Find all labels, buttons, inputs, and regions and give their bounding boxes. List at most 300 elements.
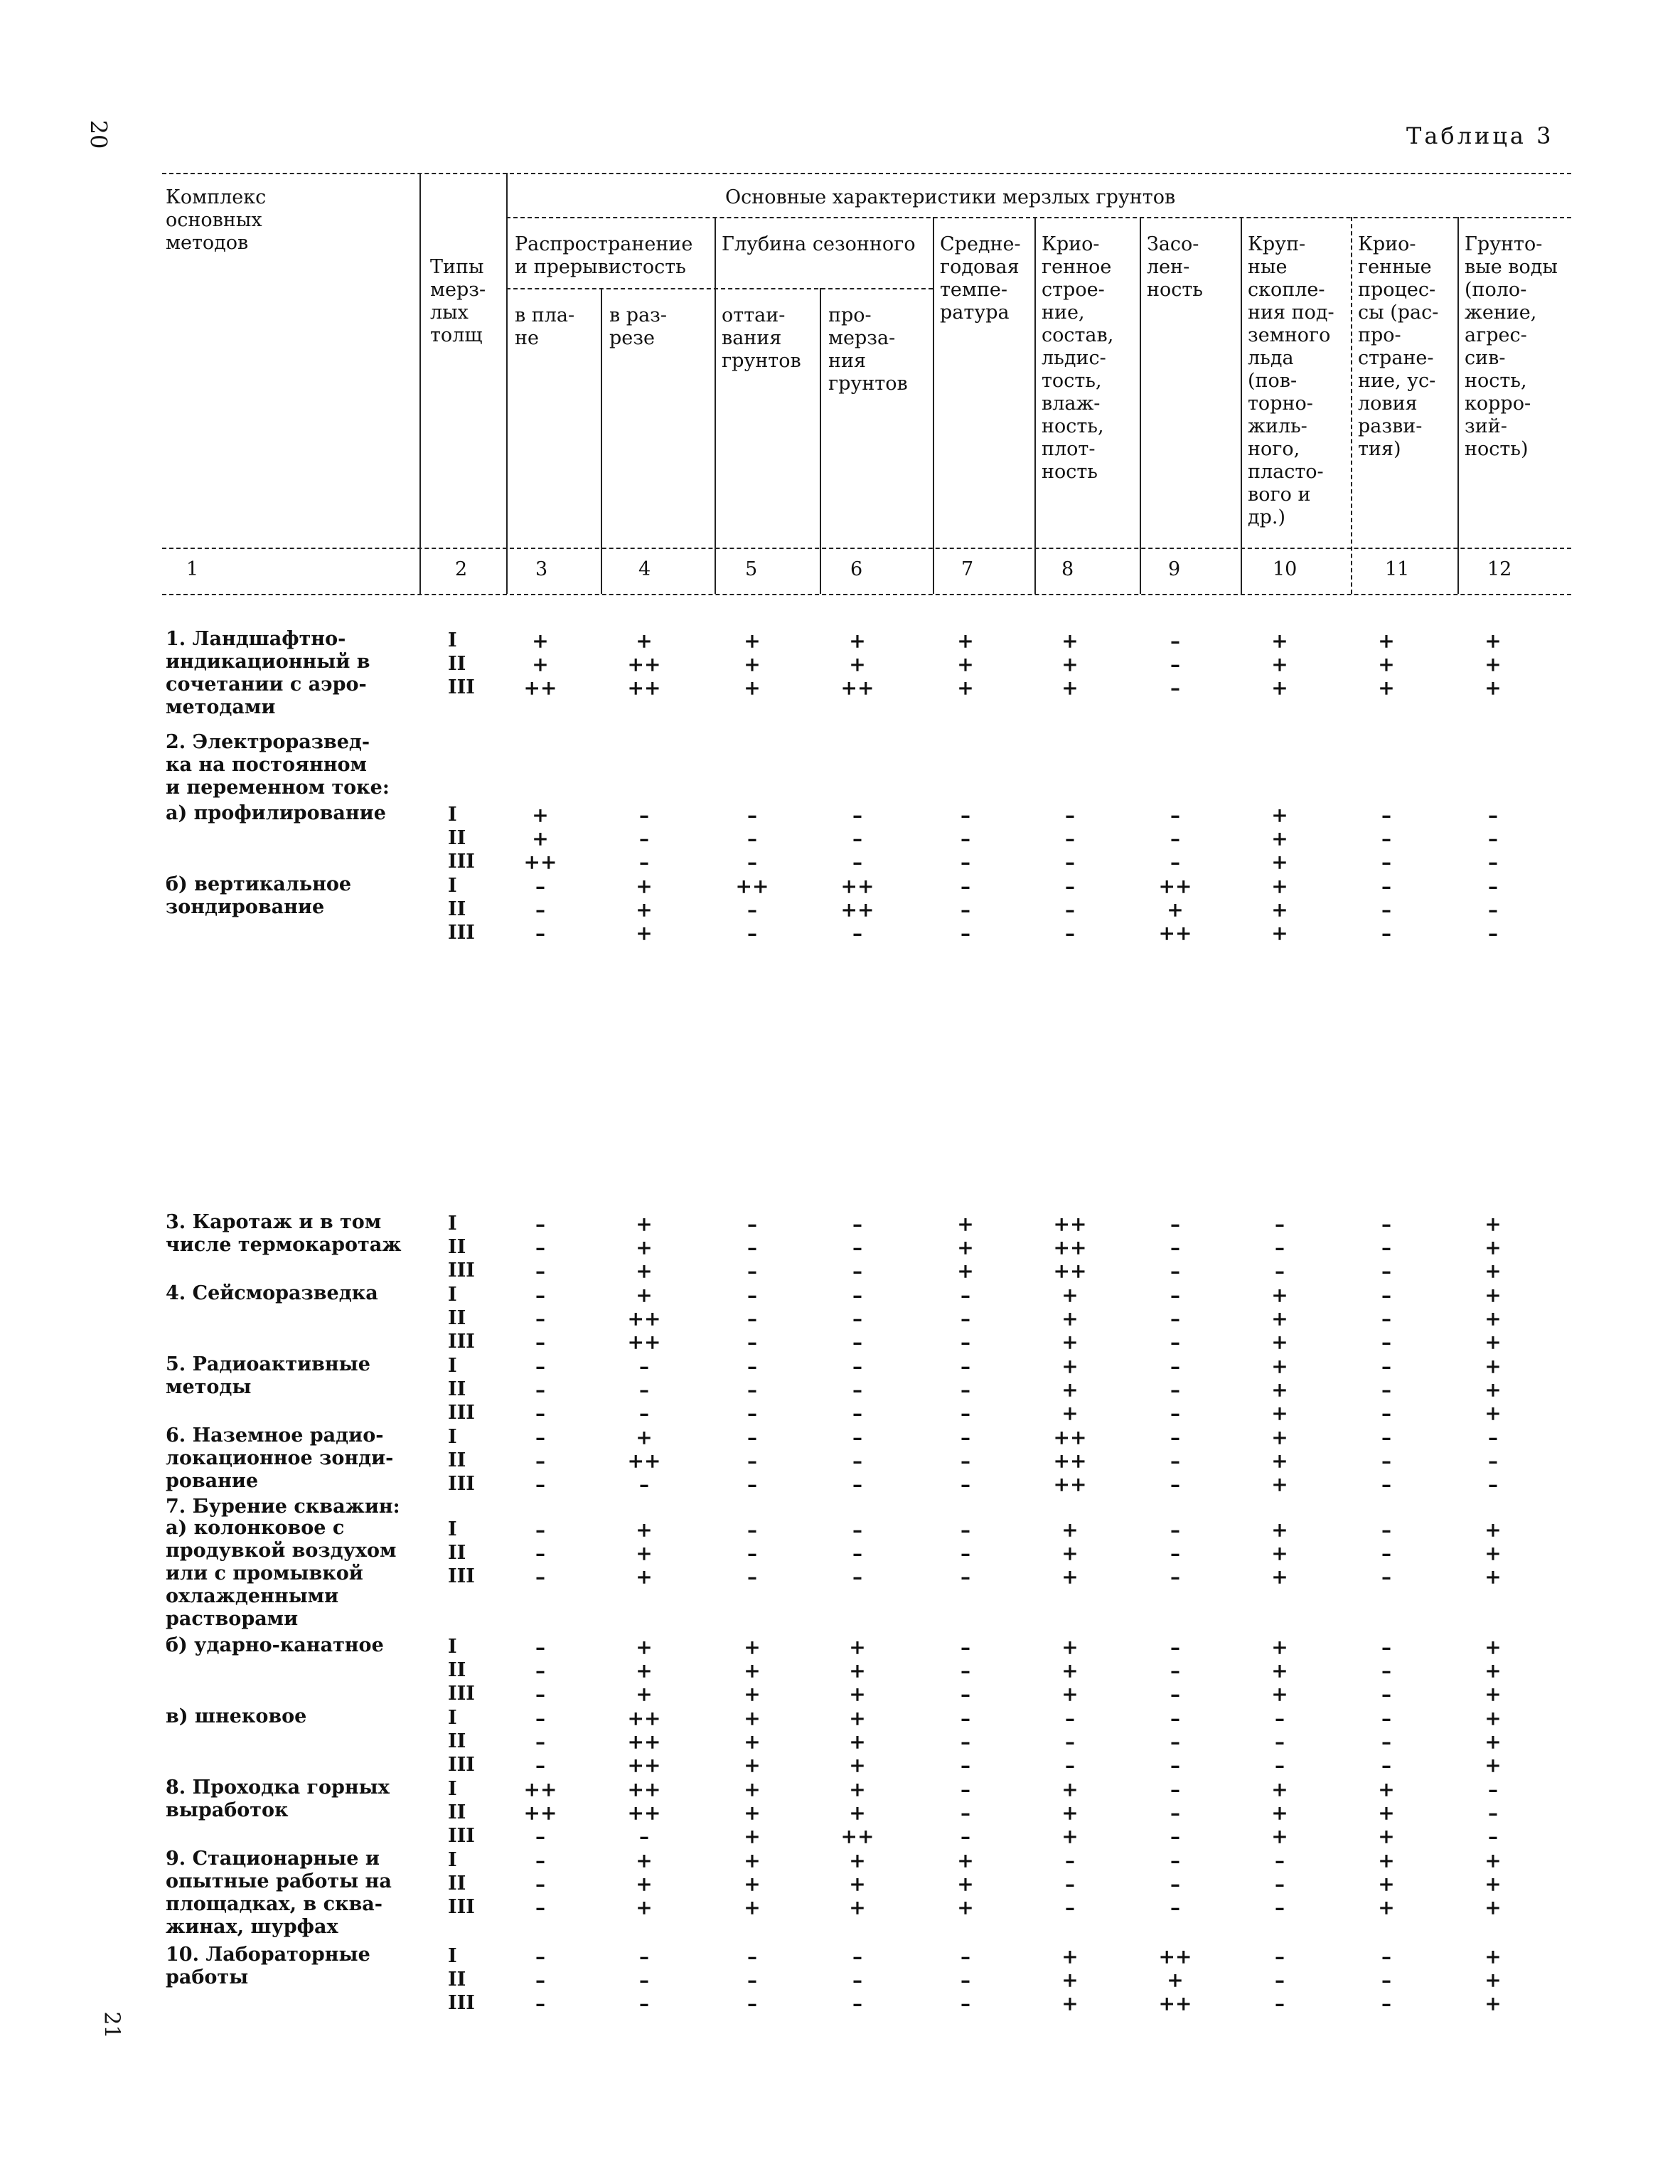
rating-cell: + [1484,1307,1502,1331]
rating-cell: + [1061,1355,1079,1378]
rating-cell: – [1381,1707,1391,1730]
rating-cell: + [1271,1825,1288,1848]
rating-cell: – [535,1213,545,1236]
rating-cell: – [1275,1213,1285,1236]
rating-cell: + [1378,1778,1395,1801]
rating-cell: + [744,653,761,676]
rating-cell: – [1381,1259,1391,1283]
rating-cell: + [849,1659,866,1683]
rating-cell: – [852,1213,862,1236]
rating-cell: – [1065,1707,1075,1730]
rating-cell: – [1381,1730,1391,1754]
rating-cell: – [1488,1825,1498,1848]
rating-cell: + [849,1754,866,1777]
vrule [820,288,821,594]
rating-cell: ++ [840,1825,874,1848]
rating-cell: – [852,1402,862,1425]
rating-cell: + [636,1683,653,1706]
rating-cell: – [961,1992,970,2015]
rating-cell: + [744,1801,761,1825]
rating-cell: – [1065,804,1075,827]
rating-cell: + [957,1873,974,1896]
rating-cell: – [1381,922,1391,945]
rating-cell: – [1170,1355,1180,1378]
rating-cell: + [744,1849,761,1873]
header-group-rule [506,217,1571,218]
rating-cell: – [1170,1636,1180,1659]
rating-cell: + [849,1683,866,1706]
rating-cell: – [1381,851,1391,874]
rating-cell: – [1488,1449,1498,1473]
rating-cell: ++ [627,1331,661,1354]
rating-cell: – [1275,1896,1285,1919]
rating-cell: – [961,1683,970,1706]
rating-cell: ++ [523,1801,557,1825]
rating-cell: + [1271,653,1288,676]
rating-cell: – [961,1426,970,1449]
method-label: 6. Наземное радио- локационное зонди- рование [166,1424,394,1492]
rating-cell: – [961,1449,970,1473]
rating-cell: – [1488,922,1498,945]
rating-cell: + [1484,1213,1502,1236]
permafrost-type: III [448,922,475,944]
rating-cell: – [961,1659,970,1683]
rating-cell: + [1271,1307,1288,1331]
rating-cell: + [636,1518,653,1542]
rating-cell: – [1381,1331,1391,1354]
rating-cell: – [1065,851,1075,874]
rating-cell: ++ [627,1707,661,1730]
permafrost-type: III [448,1473,475,1495]
rating-cell: + [1061,1331,1079,1354]
rating-cell: – [852,1518,862,1542]
rating-cell: – [1488,1801,1498,1825]
permafrost-type: III [448,1992,475,2014]
rating-cell: + [1484,629,1502,653]
rating-cell: – [1275,1707,1285,1730]
rating-cell: – [1488,1426,1498,1449]
rating-cell: – [1170,1873,1180,1896]
rating-cell: – [1170,1449,1180,1473]
rating-cell: – [1170,1896,1180,1919]
rating-cell: – [1275,1969,1285,1992]
rating-cell: – [1381,875,1391,898]
rating-cell: – [961,1565,970,1589]
rating-cell: – [535,922,545,945]
colnum: 5 [745,558,758,580]
rating-cell: + [1484,1542,1502,1565]
rating-cell: + [744,1778,761,1801]
rating-cell: ++ [627,1307,661,1331]
vrule [1241,217,1242,594]
rating-cell: – [1170,1284,1180,1307]
rating-cell: + [636,875,653,898]
rating-cell: – [535,1849,545,1873]
rating-cell: + [744,676,761,700]
rating-cell: ++ [523,1778,557,1801]
rating-cell: + [1061,1801,1079,1825]
rating-cell: – [535,1542,545,1565]
rating-cell: – [639,1945,649,1969]
rating-cell: + [849,1849,866,1873]
rating-cell: – [961,1945,970,1969]
rating-cell: + [1378,1801,1395,1825]
rating-cell: – [1170,1473,1180,1496]
header-thaw: оттаи- вания грунтов [722,304,801,372]
rating-cell: – [535,1945,545,1969]
rating-cell: + [1484,1259,1502,1283]
rating-cell: – [852,1236,862,1259]
header-cryostructure: Крио- генное строе- ние, состав, льдис- тость, влаж- ность, плот- ность [1042,233,1114,483]
rating-cell: ++ [840,676,874,700]
rating-cell: + [1271,1565,1288,1589]
header-in-plan: в пла- не [515,304,575,349]
vrule [715,217,716,594]
method-label: 1. Ландшафтно- индикационный в сочетании с аэро- методами [166,628,370,718]
rating-cell: – [961,1402,970,1425]
permafrost-type: I [448,875,457,897]
rating-cell: – [1275,1945,1285,1969]
rating-cell: + [957,653,974,676]
rating-cell: – [747,1969,757,1992]
rating-cell: + [1484,1659,1502,1683]
permafrost-type: I [448,1355,457,1377]
colnum: 4 [638,558,651,580]
rating-cell: + [849,629,866,653]
rating-cell: – [961,1636,970,1659]
rating-cell: – [535,1236,545,1259]
colnum: 2 [455,558,468,580]
permafrost-type: II [448,1873,466,1895]
rating-cell: + [636,1236,653,1259]
permafrost-type: II [448,1307,466,1329]
rating-cell: – [961,1378,970,1402]
rating-cell: – [1381,1565,1391,1589]
rating-cell: ++ [627,1801,661,1825]
rating-cell: – [1381,1542,1391,1565]
rating-cell: + [1484,1969,1502,1992]
rating-cell: + [957,1213,974,1236]
rating-cell: ++ [840,875,874,898]
rating-cell: – [1170,1659,1180,1683]
rating-cell: – [1275,1992,1285,2015]
permafrost-type: I [448,629,457,651]
rating-cell: + [532,629,549,653]
rating-cell: + [636,1259,653,1283]
rating-cell: – [852,1969,862,1992]
rating-cell: – [1170,1331,1180,1354]
rating-cell: + [532,827,549,851]
rating-cell: + [636,1659,653,1683]
rating-cell: + [1378,1896,1395,1919]
rating-cell: – [1170,1825,1180,1848]
rating-cell: + [1378,1849,1395,1873]
rating-cell: + [1484,1873,1502,1896]
method-label: а) профилирование [166,802,386,824]
rating-cell: – [961,1307,970,1331]
rating-cell: ++ [627,1754,661,1777]
rating-cell: – [961,851,970,874]
header-spread: Распространение и прерывистость [515,233,693,278]
rating-cell: + [1484,1518,1502,1542]
rating-cell: + [1484,1402,1502,1425]
header-main-group: Основные характеристики мерзлых грунтов [725,186,1176,208]
rating-cell: – [1381,1449,1391,1473]
header-methods: Комплекс основных методов [166,186,267,254]
rating-cell: + [744,629,761,653]
rating-cell: – [1065,922,1075,945]
rating-cell: – [747,1402,757,1425]
rating-cell: – [1170,1426,1180,1449]
rating-cell: – [1488,804,1498,827]
permafrost-type: I [448,1945,457,1967]
colnum: 1 [186,558,199,580]
rating-cell: – [535,1969,545,1992]
rating-cell: – [852,1378,862,1402]
rating-cell: + [1167,898,1184,922]
rating-cell: + [1061,1307,1079,1331]
table-caption: Таблица 3 [1406,122,1554,149]
rating-cell: + [1271,1402,1288,1425]
colnum: 6 [850,558,863,580]
rating-cell: + [1378,1825,1395,1848]
rating-cell: – [747,827,757,851]
rating-cell: – [639,827,649,851]
rating-cell: – [852,1992,862,2015]
rating-cell: – [1170,1778,1180,1801]
rating-cell: – [1275,1849,1285,1873]
rating-cell: – [747,1945,757,1969]
rating-cell: + [957,1896,974,1919]
rating-cell: ++ [1053,1259,1087,1283]
rating-cell: – [1381,1518,1391,1542]
permafrost-type: II [448,1730,466,1752]
rating-cell: – [747,1426,757,1449]
rating-cell: – [1170,1518,1180,1542]
rating-cell: + [1484,1636,1502,1659]
rating-cell: – [747,1378,757,1402]
colnum: 8 [1061,558,1074,580]
rating-cell: + [1271,851,1288,874]
permafrost-type: I [448,1284,457,1306]
header-avg-temp: Средне- годовая темпе- ратура [940,233,1021,324]
rating-cell: + [744,1683,761,1706]
rating-cell: + [1484,1849,1502,1873]
rating-cell: – [1275,1873,1285,1896]
header-ground-ice: Круп- ные скопле- ния под- земного льда (пов- торно- жиль- ного, пласто- вого и др.) [1248,233,1334,528]
rating-cell: – [1170,1849,1180,1873]
rating-cell: ++ [1158,1945,1192,1969]
vrule [1034,217,1036,594]
vrule [1457,217,1459,594]
rating-cell: – [535,1284,545,1307]
rating-cell: + [1061,1518,1079,1542]
rating-cell: – [535,1873,545,1896]
permafrost-type: II [448,1236,466,1258]
rating-cell: – [1381,1636,1391,1659]
rating-cell: – [1488,898,1498,922]
rating-cell: – [535,1683,545,1706]
rating-cell: – [1170,676,1180,700]
rating-cell: – [961,1778,970,1801]
rating-cell: – [1381,1284,1391,1307]
rating-cell: + [744,1896,761,1919]
rating-cell: – [961,1473,970,1496]
rating-cell: ++ [627,653,661,676]
rating-cell: + [1061,1659,1079,1683]
rating-cell: – [1170,653,1180,676]
rating-cell: – [535,1825,545,1848]
rating-cell: – [961,1331,970,1354]
rating-cell: + [1271,1801,1288,1825]
rating-cell: + [1061,1992,1079,2015]
rating-cell: – [747,851,757,874]
rating-cell: ++ [523,851,557,874]
rating-cell: + [636,1565,653,1589]
permafrost-type: III [448,1259,475,1282]
method-label: б) вертикальное зондирование [166,873,352,918]
permafrost-type: I [448,1213,457,1235]
rating-cell: – [852,1449,862,1473]
rating-cell: + [1061,1402,1079,1425]
rating-cell: + [1271,1542,1288,1565]
rating-cell: + [636,898,653,922]
rating-cell: – [1381,1402,1391,1425]
rating-cell: – [535,1754,545,1777]
header-in-section: в раз- резе [609,304,668,349]
rating-cell: + [1061,629,1079,653]
rating-cell: – [1065,1849,1075,1873]
rating-cell: + [1484,1236,1502,1259]
rating-cell: ++ [1053,1213,1087,1236]
permafrost-type: III [448,1683,475,1705]
permafrost-type: III [448,1825,475,1847]
rating-cell: + [1378,676,1395,700]
rating-cell: – [1065,1730,1075,1754]
permafrost-type: I [448,1778,457,1800]
rating-cell: – [852,1945,862,1969]
colnum: 11 [1385,558,1410,580]
rating-cell: + [532,653,549,676]
rating-cell: + [1271,804,1288,827]
permafrost-type: III [448,1331,475,1353]
rating-cell: – [852,1355,862,1378]
rating-cell: – [852,851,862,874]
rating-cell: + [1484,1992,1502,2015]
rating-cell: ++ [1158,875,1192,898]
colnum-bottom-rule [162,594,1571,595]
rating-cell: + [1061,1683,1079,1706]
rating-cell: – [1065,898,1075,922]
rating-cell: + [849,1896,866,1919]
rating-cell: + [1271,1518,1288,1542]
rating-cell: ++ [1158,922,1192,945]
header-groundwater: Грунто- вые воды (поло- жение, агрес- сив- ность, корро- зий- ность) [1465,233,1558,460]
permafrost-type: II [448,1449,466,1471]
rating-cell: + [849,1873,866,1896]
rating-cell: + [849,1707,866,1730]
rating-cell: + [636,1213,653,1236]
permafrost-type: II [448,653,466,675]
rating-cell: + [1271,1284,1288,1307]
rating-cell: – [747,1355,757,1378]
rating-cell: + [1271,1426,1288,1449]
rating-cell: – [747,1449,757,1473]
rating-cell: – [1275,1236,1285,1259]
rating-cell: ++ [627,1449,661,1473]
permafrost-type: III [448,1402,475,1424]
rating-cell: + [1484,676,1502,700]
rating-cell: – [1381,1992,1391,2015]
rating-cell: + [1061,653,1079,676]
rating-cell: – [535,1307,545,1331]
rating-cell: – [1381,1969,1391,1992]
vrule [933,217,934,594]
rating-cell: – [961,1707,970,1730]
permafrost-type: I [448,1707,457,1729]
rating-cell: – [1488,851,1498,874]
rating-cell: + [1061,1565,1079,1589]
rating-cell: – [747,1518,757,1542]
rating-cell: + [1271,827,1288,851]
vrule [1140,217,1141,594]
rating-cell: + [636,1284,653,1307]
rating-cell: – [639,1378,649,1402]
rating-cell: + [1061,1969,1079,1992]
rating-cell: – [1065,1754,1075,1777]
rating-cell: – [852,1473,862,1496]
rating-cell: + [1271,1449,1288,1473]
rating-cell: – [961,1730,970,1754]
rating-cell: + [1061,1378,1079,1402]
rating-cell: + [636,922,653,945]
rating-cell: ++ [1053,1426,1087,1449]
rating-cell: – [535,1426,545,1449]
rating-cell: – [1170,1707,1180,1730]
rating-cell: + [1484,1896,1502,1919]
rating-cell: + [1271,1659,1288,1683]
rating-cell: – [961,804,970,827]
rating-cell: – [747,804,757,827]
rating-cell: – [535,1378,545,1402]
rating-cell: + [1061,1636,1079,1659]
rating-cell: + [1061,1825,1079,1848]
rating-cell: + [1061,1284,1079,1307]
rating-cell: – [535,1636,545,1659]
rating-cell: + [1378,1873,1395,1896]
rating-cell: – [535,1259,545,1283]
header-salinity: Засо- лен- ность [1147,233,1204,301]
rating-cell: + [636,1636,653,1659]
rating-cell: – [639,1473,649,1496]
rating-cell: + [957,1259,974,1283]
rating-cell: – [1488,1778,1498,1801]
rating-cell: + [1484,1730,1502,1754]
rating-cell: – [1170,1307,1180,1331]
rating-cell: + [957,1236,974,1259]
method-label: в) шнековое [166,1705,307,1727]
rating-cell: + [1271,1778,1288,1801]
vrule [1351,217,1352,594]
rating-cell: – [747,1259,757,1283]
permafrost-type: II [448,898,466,920]
rating-cell: + [1484,1378,1502,1402]
rating-cell: – [1275,1730,1285,1754]
rating-cell: ++ [627,1778,661,1801]
rating-cell: – [1381,804,1391,827]
rating-cell: – [535,875,545,898]
rating-cell: – [1381,1659,1391,1683]
